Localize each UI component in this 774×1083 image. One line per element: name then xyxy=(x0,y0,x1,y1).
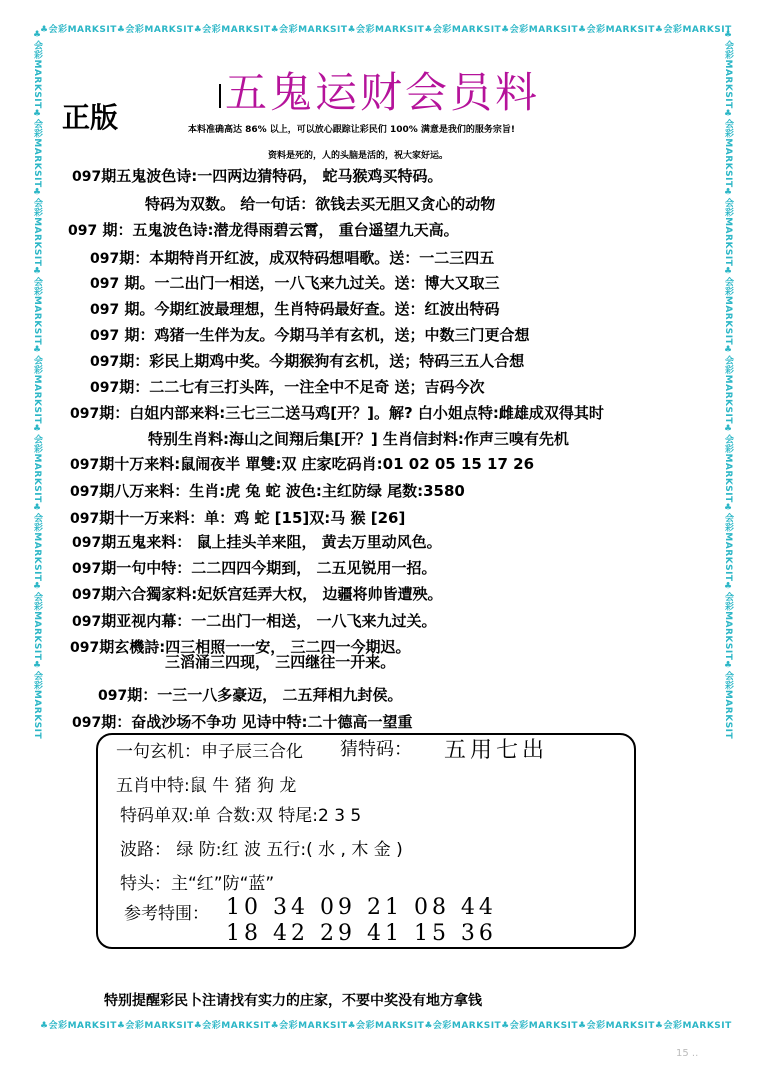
period-number: 097 xyxy=(72,561,102,577)
page-title: 五鬼运财会员料 xyxy=(225,68,541,117)
box-ref-numbers-1: 10 34 09 21 08 44 xyxy=(226,895,497,920)
box-head: 特头：主“红”防“蓝” xyxy=(120,874,275,894)
period-number: 097 xyxy=(90,380,120,396)
prediction-text: 期五鬼来料： 鼠上挂头羊来阻， 黄去万里动风色。 xyxy=(101,533,442,551)
prediction-line xyxy=(98,684,402,705)
prediction-line xyxy=(70,453,534,474)
period-number: 097 xyxy=(90,276,120,292)
period-number: 097 xyxy=(90,302,120,318)
edition-badge: 正版 xyxy=(62,101,119,134)
period-number: 097 xyxy=(90,328,120,344)
subtitle-accuracy: 本料准确高达 86% 以上，可以放心跟踪让彩民们 100% 满意是我们的服务宗旨! xyxy=(188,125,515,135)
prediction-text: 期：白姐内部来料:三七三二送马鸡[开？]。解? 白小姐点特:雌雄成双得其时 xyxy=(99,404,604,422)
prediction-text: 期：一三一八多豪迈， 二五拜相九封侯。 xyxy=(127,686,403,704)
prediction-text: 期：本期特肖开红波，成双特码想唱歌。送：一二三四五 xyxy=(119,249,495,267)
prediction-text: 期十一万来料：单：鸡 蛇 [15]双:马 猴 [26] xyxy=(99,509,406,527)
prediction-line xyxy=(70,480,465,501)
period-number: 097 xyxy=(72,715,102,731)
period-number: 097 xyxy=(70,484,100,500)
watermark-left-strip: ♣会彩MARKSIT♣会彩MARKSIT♣会彩MARKSIT♣会彩MARKSIT♣会彩MARKSIT♣会彩MARKSIT♣会彩MARKSIT♣会彩MARKSIT♣会彩MARKSIT xyxy=(32,30,42,740)
prediction-line xyxy=(72,711,412,732)
prediction-line xyxy=(68,219,459,240)
period-number: 097 xyxy=(70,511,100,527)
box-ref-label: 参考特围： xyxy=(124,904,209,924)
prediction-line xyxy=(72,531,442,552)
period-number: 097 xyxy=(72,535,102,551)
prediction-text: 期：五鬼波色诗:潜龙得雨碧云霄， 重台遥望九天高。 xyxy=(97,221,459,239)
period-number: 097 xyxy=(90,251,120,267)
period-number: 097 xyxy=(90,354,120,370)
prediction-text: 期八万来料：生肖:虎 兔 蛇 波色:主红防绿 尾数:3580 xyxy=(99,482,465,500)
prediction-text: 期。今期红波最理想，生肖特码最好查。送：红波出特码 xyxy=(119,300,500,318)
prediction-line xyxy=(145,193,495,214)
prediction-line xyxy=(90,376,484,397)
prediction-text: 期：二二七有三打头阵，一注全中不足奇 送；吉码今次 xyxy=(119,378,485,396)
prediction-text: 期。一二出门一相送，一八飞来九过关。送：博大又取三 xyxy=(119,274,500,292)
prediction-line xyxy=(72,610,436,631)
prediction-line xyxy=(148,428,569,449)
watermark-top-strip: ♣会彩MARKSIT♣会彩MARKSIT♣会彩MARKSIT♣会彩MARKSIT♣会彩MARKSIT♣会彩MARKSIT♣会彩MARKSIT♣会彩MARKSIT♣会彩MARKSIT xyxy=(40,25,732,35)
box-guess-label: 猜特码： xyxy=(340,739,412,760)
prediction-text: 期六合獨家料:妃妖宫廷弄大权， 边疆将帅皆遭殃。 xyxy=(101,585,443,603)
prediction-line xyxy=(70,507,405,528)
prediction-line xyxy=(72,165,442,186)
prediction-text: 期玄機詩:四三相照一一安， 三二四一今期迟。 xyxy=(99,638,411,656)
prediction-line xyxy=(90,350,524,371)
prediction-text: 三滔涌三四现， 三四继往一开来。 xyxy=(165,653,396,671)
prediction-text: 期：彩民上期鸡中奖。今期猴狗有玄机，送；特码三五人合想 xyxy=(119,352,525,370)
prediction-text: 期亚视内幕：一二出门一相送， 一八飞来九过关。 xyxy=(101,612,437,630)
subtitle-luck: 资料是死的，人的头脑是活的，祝大家好运。 xyxy=(268,151,449,161)
prediction-line xyxy=(165,651,395,672)
watermark-right-strip: ♣会彩MARKSIT♣会彩MARKSIT♣会彩MARKSIT♣会彩MARKSIT♣会彩MARKSIT♣会彩MARKSIT♣会彩MARKSIT♣会彩MARKSIT♣会彩MARKSIT xyxy=(723,30,733,740)
prediction-text: 期：奋战沙场不争功 见诗中特:二十德高一望重 xyxy=(101,713,413,731)
box-ref-numbers-2: 18 42 29 41 15 36 xyxy=(226,921,497,946)
box-guess-value: 五用七出 xyxy=(444,738,549,763)
prediction-line xyxy=(70,402,604,423)
prediction-text: 期：鸡猪一生伴为友。今期马羊有玄机，送；中数三门更合想 xyxy=(119,326,530,344)
prediction-line xyxy=(90,324,529,345)
footer-notice: 特别提醒彩民卜注请找有实力的庄家，不要中奖没有地方拿钱 xyxy=(104,993,482,1009)
prediction-line xyxy=(72,583,442,604)
prediction-text: 期一句中特：二二四四今期到， 二五见锐用一招。 xyxy=(101,559,437,577)
box-five-zodiac: 五肖中特:鼠 牛 猪 狗 龙 xyxy=(116,776,297,796)
box-riddle: 一句玄机：申子辰三合化 xyxy=(116,742,303,762)
prediction-line xyxy=(72,557,436,578)
prediction-text: 期十万来料:鼠闹夜半 單雙:双 庄家吃码肖:01 02 05 15 17 26 xyxy=(99,455,535,473)
title-bar xyxy=(219,84,221,108)
prediction-line xyxy=(90,247,494,268)
period-number: 097 xyxy=(72,587,102,603)
summary-box xyxy=(96,733,636,949)
watermark-bottom-strip: ♣会彩MARKSIT♣会彩MARKSIT♣会彩MARKSIT♣会彩MARKSIT♣会彩MARKSIT♣会彩MARKSIT♣会彩MARKSIT♣会彩MARKSIT♣会彩MARKSIT xyxy=(40,1021,732,1031)
box-wave: 波路： 绿 防:红 波 五行:( 水 , 木 金 ) xyxy=(120,840,403,860)
period-number: 097 xyxy=(68,223,98,239)
period-number: 097 xyxy=(98,688,128,704)
period-number: 097 xyxy=(70,640,100,656)
prediction-line xyxy=(90,298,499,319)
period-number: 097 xyxy=(70,406,100,422)
box-odd-even: 特码单双:单 合数:双 特尾:2 3 5 xyxy=(120,806,362,826)
period-number: 097 xyxy=(70,457,100,473)
prediction-text: 期五鬼波色诗:一四两边猜特码， 蛇马猴鸡买特码。 xyxy=(101,167,443,185)
prediction-text: 特码为双数。 给一句话：欲钱去买无胆又贪心的动物 xyxy=(145,195,496,213)
prediction-line xyxy=(90,272,499,293)
prediction-text: 特别生肖料:海山之间翔后集[开？] 生肖信封料:作声三嗅有先机 xyxy=(148,430,569,448)
page-marker: 15 .. xyxy=(676,1048,699,1059)
period-number: 097 xyxy=(72,169,102,185)
period-number: 097 xyxy=(72,614,102,630)
